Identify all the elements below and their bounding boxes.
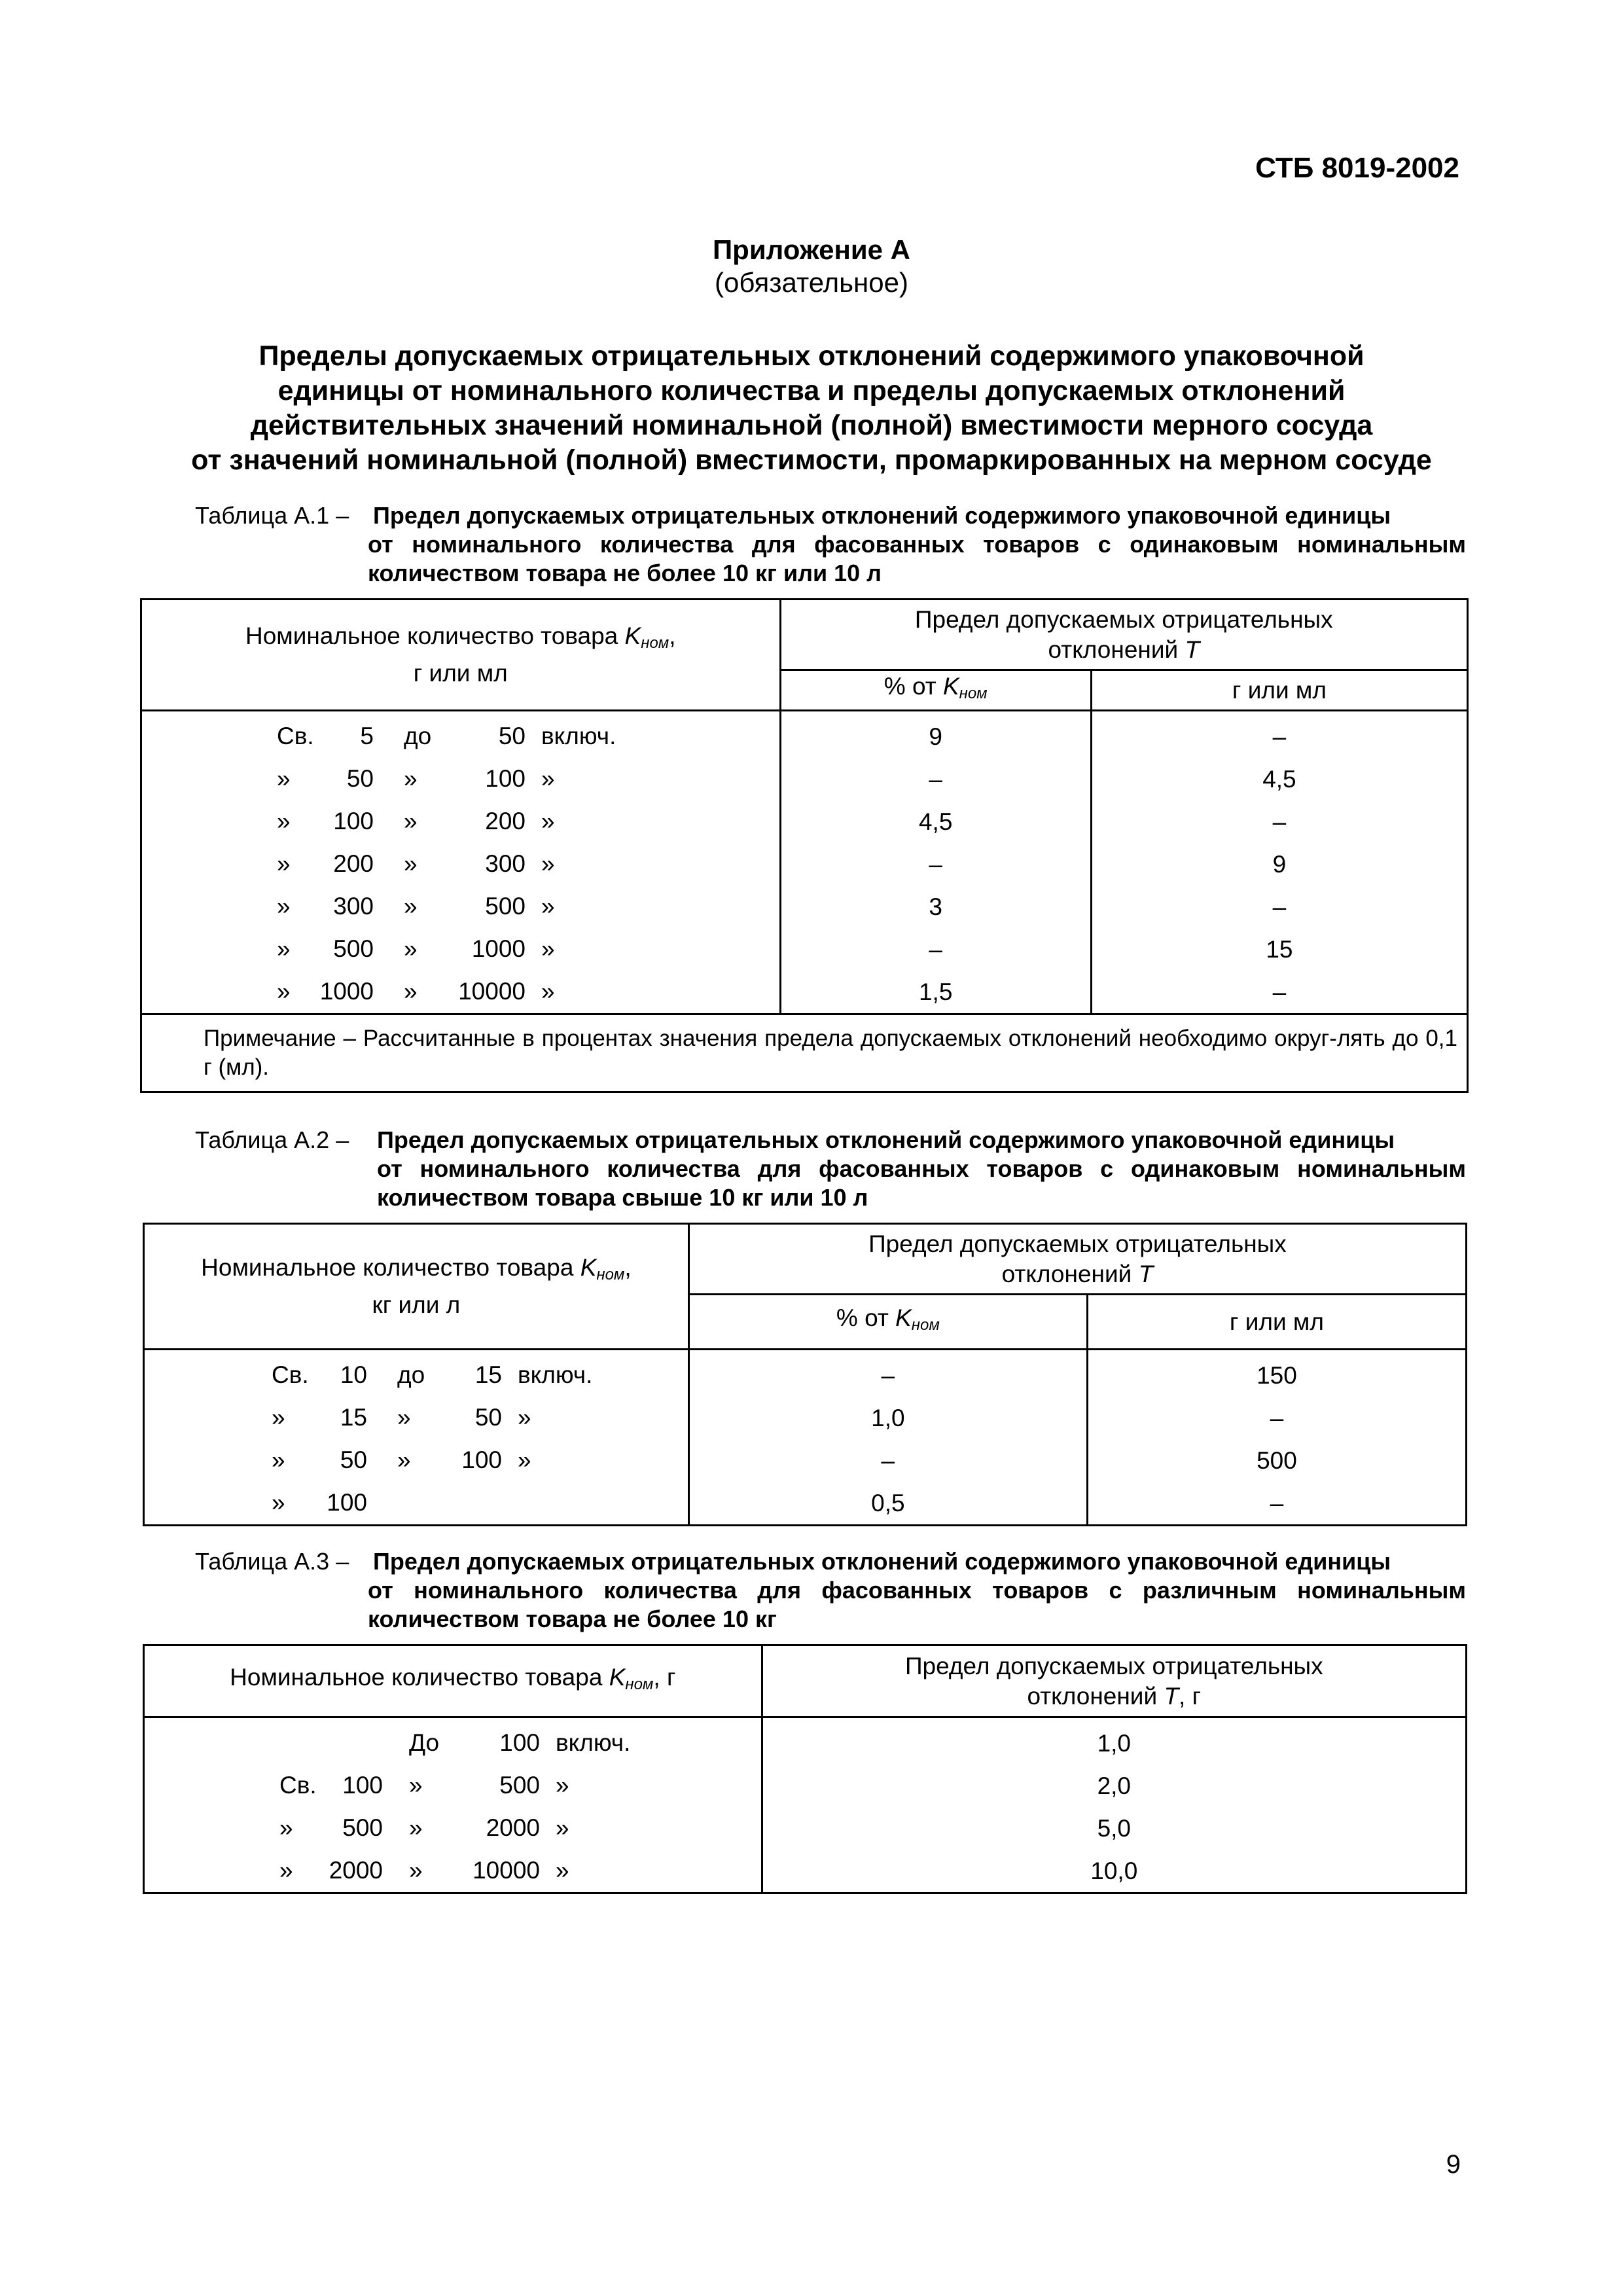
header-text: Предел допускаемых отрицательных xyxy=(914,605,1333,633)
range-token: до xyxy=(404,723,432,749)
range-token: » xyxy=(541,850,555,877)
table-row xyxy=(144,1397,1467,1439)
range-token: включ. xyxy=(556,1729,631,1756)
value-cell: 4,5 xyxy=(780,800,1091,843)
header-text: отклонений xyxy=(1001,1260,1139,1287)
value-cell: 0,5 xyxy=(688,1482,1087,1526)
range-token: » xyxy=(404,978,418,1005)
range-token: » xyxy=(556,1857,569,1884)
header-symbol: K xyxy=(895,1304,912,1331)
table-a1-col1-header xyxy=(141,600,781,711)
table-row xyxy=(141,843,1468,886)
range-cell xyxy=(141,758,781,800)
header-text: Предел допускаемых отрицательных xyxy=(868,1230,1287,1257)
range-token: 500 xyxy=(333,935,374,962)
header-subscript: ном xyxy=(959,685,988,702)
table-a2-abs-header: г или мл xyxy=(1087,1295,1466,1350)
table-a2-label: Таблица А.2 – xyxy=(195,1126,349,1153)
table-a1-pct-header xyxy=(780,670,1091,711)
value-cell: 4,5 xyxy=(1091,758,1467,800)
value-cell: – xyxy=(1091,886,1467,928)
range-token: Св. xyxy=(277,723,314,749)
header-subscript: ном xyxy=(641,634,669,652)
header-text: , xyxy=(669,622,676,649)
value-cell: 15 xyxy=(1091,928,1467,971)
caption-line: от номинального количества для фасованных товаров с одинаковым номинальным xyxy=(377,1155,1466,1182)
table-row xyxy=(144,1717,1467,1765)
header-symbol: T xyxy=(1138,1260,1154,1287)
range-token: 50 xyxy=(346,765,374,792)
header-text: Предел допускаемых отрицательных xyxy=(904,1652,1323,1679)
range-token: 15 xyxy=(474,1361,502,1388)
range-token: 1000 xyxy=(471,935,526,962)
range-token: » xyxy=(541,765,555,792)
table-row xyxy=(141,971,1468,1014)
table-a1-label: Таблица А.1 – xyxy=(195,502,349,529)
range-token: 50 xyxy=(474,1404,502,1431)
header-symbol: K xyxy=(580,1254,597,1281)
value-cell: – xyxy=(1087,1482,1466,1526)
table-row xyxy=(141,800,1468,843)
range-cell xyxy=(144,1350,689,1397)
caption-line: Предел допускаемых отрицательных отклонений содержимого упаковочной единицы xyxy=(377,1126,1395,1153)
range-token: » xyxy=(556,1772,569,1799)
caption-line: количеством товара не более 10 кг xyxy=(368,1605,777,1632)
table-row xyxy=(144,1765,1467,1807)
header-text: Номинальное количество товара xyxy=(230,1664,609,1691)
range-token: » xyxy=(541,935,555,962)
table-a1-abs-header: г или мл xyxy=(1091,670,1467,711)
value-cell: – xyxy=(1087,1397,1466,1439)
header-text: Номинальное количество товара xyxy=(201,1254,580,1281)
value-cell: 10,0 xyxy=(762,1850,1466,1893)
page-number: 9 xyxy=(1446,2150,1461,2179)
header-text: , г xyxy=(653,1664,676,1691)
range-token: » xyxy=(279,1857,293,1884)
header-unit: г или мл xyxy=(413,660,508,687)
range-cell xyxy=(141,886,781,928)
range-token: 300 xyxy=(333,893,374,920)
range-token: » xyxy=(518,1446,531,1473)
header-text: % от xyxy=(883,673,943,700)
range-token: » xyxy=(277,935,291,962)
annex-title: Приложение А xyxy=(712,234,911,265)
range-token: 500 xyxy=(342,1814,383,1841)
table-a3-caption xyxy=(195,1547,1466,1634)
range-token: 2000 xyxy=(329,1857,383,1884)
range-token: » xyxy=(409,1814,423,1841)
header-text: отклонений xyxy=(1027,1682,1164,1710)
annex-subtitle: (обязательное) xyxy=(715,267,908,298)
table-a2-caption xyxy=(195,1126,1466,1212)
table-row xyxy=(141,758,1468,800)
header-subscript: ном xyxy=(911,1316,940,1334)
caption-line: Предел допускаемых отрицательных отклонений содержимого упаковочной единицы xyxy=(373,1548,1391,1575)
range-token: 100 xyxy=(485,765,526,792)
value-cell: – xyxy=(1091,800,1467,843)
table-a3-group-header xyxy=(762,1645,1466,1717)
range-token: включ. xyxy=(518,1361,593,1388)
table-a1-note: Примечание – Рассчитанные в процентах значения предела допускаемых отклонений необходимо округ-лять до 0,1 г (мл). xyxy=(141,1014,1468,1092)
caption-line: от номинального количества для фасованных товаров с одинаковым номинальным xyxy=(368,531,1466,558)
table-a3 xyxy=(143,1644,1467,1894)
range-token: 100 xyxy=(342,1772,383,1799)
range-token: 200 xyxy=(485,808,526,834)
table-row xyxy=(141,711,1468,759)
range-cell xyxy=(144,1482,689,1526)
range-token: 100 xyxy=(327,1489,367,1516)
header-text: , xyxy=(624,1254,632,1281)
range-token: 15 xyxy=(340,1404,367,1431)
range-token: » xyxy=(556,1814,569,1841)
table-row xyxy=(141,886,1468,928)
range-token: 2000 xyxy=(486,1814,540,1841)
header-symbol: T xyxy=(1185,636,1200,663)
value-cell: 5,0 xyxy=(762,1807,1466,1850)
range-token: 500 xyxy=(499,1772,540,1799)
range-token: » xyxy=(272,1489,285,1516)
value-cell: 9 xyxy=(780,711,1091,759)
range-token: » xyxy=(404,765,418,792)
range-token: » xyxy=(409,1772,423,1799)
header-text: отклонений xyxy=(1048,636,1185,663)
header-symbol: K xyxy=(609,1664,626,1691)
table-a2 xyxy=(143,1223,1467,1526)
header-text: % от xyxy=(836,1304,896,1331)
range-token: 10000 xyxy=(458,978,526,1005)
table-a1-caption xyxy=(195,501,1466,588)
table-row xyxy=(141,928,1468,971)
table-a2-pct-header xyxy=(688,1295,1087,1350)
range-token: » xyxy=(397,1446,411,1473)
range-token: 100 xyxy=(461,1446,502,1473)
caption-line: количеством товара свыше 10 кг или 10 л xyxy=(377,1184,868,1211)
range-cell xyxy=(144,1439,689,1482)
range-token: 1000 xyxy=(319,978,374,1005)
range-token: » xyxy=(272,1404,285,1431)
range-token: 300 xyxy=(485,850,526,877)
range-token: » xyxy=(404,808,418,834)
value-cell: – xyxy=(780,843,1091,886)
value-cell: 1,0 xyxy=(762,1717,1466,1765)
range-cell xyxy=(141,711,781,759)
header-text: , г xyxy=(1179,1682,1202,1710)
table-row xyxy=(144,1439,1467,1482)
range-token: 10000 xyxy=(473,1857,540,1884)
range-token: 5 xyxy=(360,723,374,749)
section-title-line: Пределы допускаемых отрицательных отклонений содержимого упаковочной xyxy=(259,340,1364,372)
range-token: » xyxy=(541,978,555,1005)
range-token: » xyxy=(277,808,291,834)
table-a2-group-header xyxy=(688,1224,1466,1295)
table-row xyxy=(144,1482,1467,1526)
table-a3-label: Таблица А.3 – xyxy=(195,1548,349,1575)
range-cell xyxy=(141,971,781,1014)
header-symbol: K xyxy=(942,673,959,700)
value-cell: – xyxy=(780,928,1091,971)
range-token: Св. xyxy=(272,1361,309,1388)
range-token: » xyxy=(541,893,555,920)
section-title-line: действительных значений номинальной (полной) вместимости мерного сосуда xyxy=(250,410,1373,441)
range-token: До xyxy=(409,1729,440,1756)
table-a2-body xyxy=(144,1350,1467,1526)
value-cell: 3 xyxy=(780,886,1091,928)
value-cell: 150 xyxy=(1087,1350,1466,1397)
range-cell xyxy=(144,1850,762,1893)
value-cell: – xyxy=(780,758,1091,800)
range-token: » xyxy=(277,893,291,920)
value-cell: 2,0 xyxy=(762,1765,1466,1807)
value-cell: – xyxy=(1091,711,1467,759)
range-token: 50 xyxy=(498,723,526,749)
range-token: Св. xyxy=(279,1772,317,1799)
range-token: » xyxy=(409,1857,423,1884)
range-cell xyxy=(141,800,781,843)
range-token: » xyxy=(279,1814,293,1841)
value-cell: 1,5 xyxy=(780,971,1091,1014)
document-standard-number: СТБ 8019-2002 xyxy=(1255,152,1459,184)
header-text: Номинальное количество товара xyxy=(245,622,625,649)
range-token: » xyxy=(404,935,418,962)
range-token: » xyxy=(541,808,555,834)
caption-line: от номинального количества для фасованных товаров с различным номинальным xyxy=(368,1577,1466,1604)
range-token: 200 xyxy=(333,850,374,877)
range-cell xyxy=(144,1397,689,1439)
caption-line: Предел допускаемых отрицательных отклонений содержимого упаковочной единицы xyxy=(373,502,1391,529)
range-token: 100 xyxy=(499,1729,540,1756)
range-cell xyxy=(144,1717,762,1765)
table-a3-col1-header xyxy=(144,1645,762,1717)
range-token: до xyxy=(397,1361,425,1388)
range-cell xyxy=(141,843,781,886)
range-token: включ. xyxy=(541,723,616,749)
range-cell xyxy=(144,1765,762,1807)
value-cell: 500 xyxy=(1087,1439,1466,1482)
header-subscript: ном xyxy=(625,1676,654,1693)
header-symbol: K xyxy=(624,622,641,649)
value-cell: 1,0 xyxy=(688,1397,1087,1439)
header-symbol: T xyxy=(1164,1682,1179,1710)
table-a3-body xyxy=(144,1717,1467,1893)
section-title xyxy=(118,339,1505,478)
value-cell: – xyxy=(688,1439,1087,1482)
header-subscript: ном xyxy=(596,1266,625,1283)
value-cell: – xyxy=(1091,971,1467,1014)
caption-line: количеством товара не более 10 кг или 10 л xyxy=(368,560,882,586)
range-token: » xyxy=(397,1404,411,1431)
table-a1-group-header xyxy=(780,600,1467,670)
table-a2-col1-header xyxy=(144,1224,689,1350)
range-token: » xyxy=(404,850,418,877)
range-token: » xyxy=(277,978,291,1005)
range-token: 100 xyxy=(333,808,374,834)
header-unit: кг или л xyxy=(372,1291,461,1318)
table-row xyxy=(144,1850,1467,1893)
value-cell: – xyxy=(688,1350,1087,1397)
table-a1 xyxy=(140,598,1469,1093)
table-a1-body xyxy=(141,711,1468,1014)
range-cell xyxy=(144,1807,762,1850)
section-title-line: от значений номинальной (полной) вместимости, промаркированных на мерном сосуде xyxy=(191,444,1432,476)
range-token: 50 xyxy=(340,1446,367,1473)
range-token: » xyxy=(404,893,418,920)
value-cell: 9 xyxy=(1091,843,1467,886)
range-token: » xyxy=(277,850,291,877)
range-cell xyxy=(141,928,781,971)
table-row xyxy=(144,1350,1467,1397)
range-token: 10 xyxy=(340,1361,367,1388)
section-title-line: единицы от номинального количества и пределы допускаемых отклонений xyxy=(277,375,1346,406)
range-token: 500 xyxy=(485,893,526,920)
range-token: » xyxy=(272,1446,285,1473)
table-row xyxy=(144,1807,1467,1850)
range-token: » xyxy=(518,1404,531,1431)
range-token: » xyxy=(277,765,291,792)
